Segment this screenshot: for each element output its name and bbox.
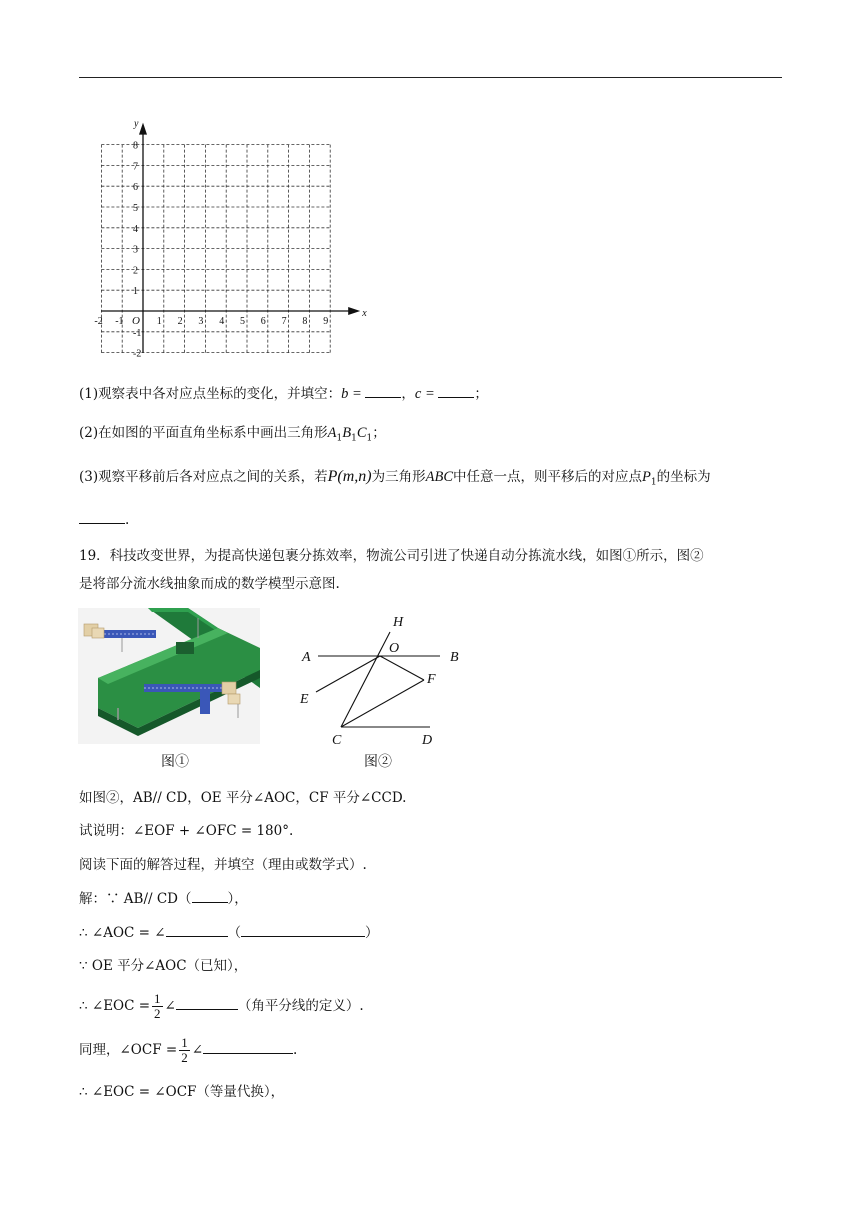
x-tick-label: 4	[219, 316, 225, 327]
q19-step4: ∴ ∠EOC = $\frac{1}{2}$ ∠ （角平分线的定义）.	[79, 991, 364, 1021]
answer-blank-step1[interactable]	[192, 889, 228, 903]
blue-roller-conveyor-top	[100, 630, 156, 638]
y-tick-label: -1	[133, 327, 142, 339]
answer-blank-c[interactable]	[438, 384, 474, 398]
figure-1-caption: 图①	[161, 754, 189, 770]
answer-blank-p1[interactable]	[79, 510, 125, 524]
y-tick-label: 1	[133, 286, 138, 298]
origin-label: O	[132, 315, 140, 327]
segment-of	[380, 656, 424, 680]
x-tick-label: 7	[281, 316, 287, 327]
answer-blank-b[interactable]	[365, 384, 401, 398]
q19-given: 如图②，AB// CD，OE 平分∠AOC，CF 平分∠CCD.	[79, 790, 407, 806]
var-b: b	[341, 386, 349, 402]
label-d: D	[422, 733, 433, 748]
q18-part1: (1)观察表中各对应点坐标的变化，并填空：b = ，c = ；	[79, 386, 488, 402]
answer-blank-step4[interactable]	[176, 996, 238, 1010]
q18-part3: (3)观察平移前后各对应点之间的关系，若P(m,n)为三角形ABC中任意一点，则平移后的对应点$P_1$的坐标为	[79, 468, 711, 488]
x-tick-label: 9	[323, 316, 329, 327]
q19-intro-line1: 19．科技改变世界，为提高快递包裹分拣效率，物流公司引进了快递自动分拣流水线，如图①所示，图②	[79, 548, 704, 564]
x-tick-label: 8	[302, 316, 308, 327]
q18-part2: (2)在如图的平面直角坐标系中画出三角形$A_1B_1C_1$；	[79, 425, 386, 444]
y-tick-label: 7	[133, 161, 138, 173]
var-c: c	[414, 386, 422, 402]
q19-step6: ∴ ∠EOC = ∠OCF（等量代换），	[79, 1084, 285, 1100]
header-rule	[79, 77, 782, 78]
y-tick-label: 8	[133, 140, 138, 152]
x-tick-label: -1	[115, 316, 124, 327]
x-tick-label: 3	[198, 316, 204, 327]
fraction-one-half: $\frac{1}{2}$	[181, 1035, 188, 1065]
x-tick-label: 6	[260, 316, 266, 327]
label-f: F	[427, 672, 436, 687]
q18-part3-blank-line: .	[79, 510, 129, 529]
y-tick-label: 6	[133, 182, 138, 194]
label-e: E	[300, 692, 309, 707]
q19-step5: 同理，∠OCF = $\frac{1}{2}$ ∠ .	[79, 1035, 298, 1065]
x-tick-label: 5	[240, 316, 245, 327]
figure-2-caption: 图②	[364, 754, 392, 770]
q19-read-instruction: 阅读下面的解答过程，并填空（理由或数学式）.	[79, 857, 367, 873]
x-tick-label: 1	[156, 316, 162, 327]
x-axis-label: x	[362, 308, 367, 319]
x-axis-arrow	[348, 307, 360, 315]
point-p: P(m,n)	[327, 468, 372, 485]
answer-blank-step2-reason[interactable]	[241, 923, 365, 937]
q19-intro-line2: 是将部分流水线抽象而成的数学模型示意图.	[79, 576, 340, 592]
ray-oe	[316, 656, 380, 692]
q19-step3: ∵ OE 平分∠AOC（已知），	[79, 958, 248, 974]
label-b: B	[450, 650, 459, 665]
q18-part2-text: (2)在如图的平面直角坐标系中画出三角形	[79, 425, 328, 441]
x-tick-label: -2	[94, 316, 103, 327]
coordinate-grid	[82, 112, 367, 362]
y-tick-label: 3	[133, 244, 138, 256]
label-a: A	[302, 650, 311, 665]
label-c: C	[332, 733, 342, 748]
q18-part1-text: (1)观察表中各对应点坐标的变化，并填空：	[79, 386, 342, 402]
answer-blank-step5[interactable]	[203, 1040, 293, 1054]
q19-step2: ∴ ∠AOC = ∠ （ ）	[79, 925, 379, 941]
y-tick-label: 2	[133, 265, 138, 277]
answer-blank-step2-angle[interactable]	[166, 923, 228, 937]
y-axis-label: y	[134, 118, 139, 130]
y-tick-label: 4	[133, 223, 138, 235]
y-axis-arrow	[139, 123, 147, 135]
geometry-diagram	[296, 610, 476, 750]
conveyor-illustration	[78, 608, 260, 744]
q19-step1: 解：∵ AB// CD（ ），	[79, 891, 248, 907]
q19-prove: 试说明：∠EOF + ∠OFC = 180°.	[79, 823, 294, 839]
fraction-one-half: $\frac{1}{2}$	[154, 991, 161, 1021]
label-h: H	[393, 615, 404, 630]
y-tick-label: 5	[133, 203, 138, 214]
y-tick-label: -2	[133, 348, 142, 360]
label-o: O	[389, 641, 400, 656]
x-tick-label: 2	[177, 316, 183, 327]
